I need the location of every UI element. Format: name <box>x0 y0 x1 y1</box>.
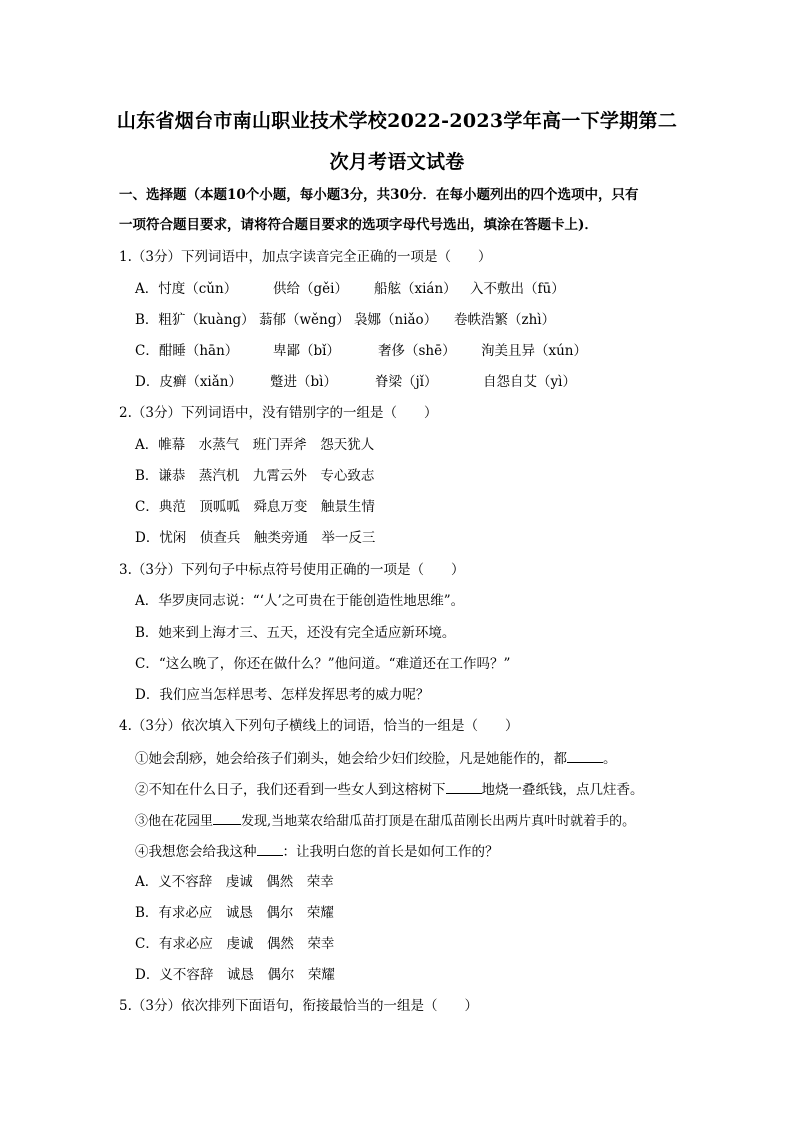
question-3-option-d: D．我们应当怎样思考、怎样发挥思考的威力呢？ <box>135 687 430 703</box>
question-1-stem: 1.（3分）下列词语中，加点字读音完全正确的一项是（ ） <box>119 249 492 265</box>
option-term: 袅娜（niǎo） <box>354 312 438 328</box>
option-term: 自怨自艾（yì） <box>483 374 576 390</box>
sentence-text: ②不知在什么日子，我们还看到一些女人到这榕树下 <box>135 782 446 798</box>
option-term: B．粗犷（kuàng） <box>135 312 255 328</box>
question-4-option-a: A．义不容辞 虔诚 偶然 荣幸 <box>135 874 334 890</box>
question-4-option-b: B．有求必应 诚恳 偶尔 荣耀 <box>135 905 334 921</box>
question-4-sentence-3 <box>135 810 635 831</box>
option-term: 卷帙浩繁（zhì） <box>454 312 556 328</box>
question-2-stem: 2.（3分）下列词语中，没有错别字的一组是（ ） <box>119 405 438 421</box>
option-term: 供给（gěi） <box>273 281 348 297</box>
question-3-option-a: A．华罗庚同志说：“‘人’之可贵在于能创造性地思维”。 <box>135 593 465 609</box>
sentence-text: ①她会刮痧，她会给孩子们剃头，她会给少妇们绞脸，凡是她能作的，都 <box>135 751 567 767</box>
sentence-text: 发现,当地菜农给甜瓜苗打顶是在甜瓜苗刚长出两片真叶时就着手的。 <box>241 814 636 829</box>
option-term: D．皮癣（xiǎn） <box>135 374 242 390</box>
question-5-stem: 5.（3分）依次排列下面语句，衔接最恰当的一组是（ ） <box>119 998 478 1014</box>
sentence-text: ④我想您会给我这种 <box>135 844 257 860</box>
option-term: 入不敷出（fū） <box>470 281 565 297</box>
question-4-option-c: C．有求必应 虔诚 偶然 荣幸 <box>135 936 335 952</box>
question-4-option-d: D．义不容辞 诚恳 偶尔 荣耀 <box>135 967 335 983</box>
question-3-option-b: B．她来到上海才三、五天，还没有完全适应新环境。 <box>135 625 456 641</box>
exam-title-line-1: 山东省烟台市南山职业技术学校2022-2023学年高一下学期第二 <box>116 110 678 132</box>
option-term: 卑鄙（bǐ） <box>273 343 340 359</box>
question-2-option-d: D．忧闲 侦查兵 触类旁通 举一反三 <box>135 530 376 546</box>
option-term: A．忖度（cǔn） <box>135 281 238 297</box>
fill-in-blank <box>567 748 603 763</box>
question-4-sentence-4 <box>135 841 499 861</box>
section-heading-line-2: 一项符合题目要求，请将符合题目要求的选项字母代号选出，填涂在答题卡上)． <box>119 217 598 233</box>
fill-in-blank <box>446 779 482 794</box>
fill-in-blank <box>257 841 283 856</box>
question-4-sentence-2 <box>135 779 644 799</box>
section-heading-line-1: 一、选择题（本题10个小题，每小题3分，共30分．在每小题列出的四个选项中，只有 <box>119 187 639 203</box>
option-term: 蓊郁（wěng） <box>259 312 350 328</box>
option-term: 脊梁（jǐ） <box>375 374 438 390</box>
option-term: 船舷（xián） <box>374 281 457 297</box>
exam-title-line-2: 次月考语文试卷 <box>329 151 465 173</box>
option-term: 奢侈（shē） <box>378 343 456 359</box>
sentence-text: ③他在花园里 <box>135 814 214 829</box>
question-4-stem: 4.（3分）依次填入下列句子横线上的词语，恰当的一组是（ ） <box>119 718 519 734</box>
sentence-text: 。 <box>603 751 617 767</box>
question-2-option-c: C．典范 顶呱呱 舜息万变 触景生情 <box>135 499 375 515</box>
option-term: C．酣睡（hān） <box>135 343 239 359</box>
question-3-stem: 3.（3分）下列句子中标点符号使用正确的一项是（ ） <box>119 562 465 578</box>
sentence-text: ：让我明白您的首长是如何工作的？ <box>282 844 499 860</box>
sentence-text: 地烧一叠纸钱，点几炷香。 <box>481 782 644 798</box>
fill-in-blank <box>213 810 241 825</box>
question-4-sentence-1 <box>135 748 617 768</box>
option-term: 洵美且异（xún） <box>481 343 588 359</box>
option-term: 蹩进（bì） <box>270 374 337 390</box>
question-3-option-c: C．“这么晚了，你还在做什么？”他问道。“难道还在工作吗？” <box>135 656 511 672</box>
question-2-option-a: A．帷幕 水蒸气 班门弄斧 怨天犹人 <box>135 437 375 453</box>
question-2-option-b: B．谦恭 蒸汽机 九霄云外 专心致志 <box>135 468 375 484</box>
